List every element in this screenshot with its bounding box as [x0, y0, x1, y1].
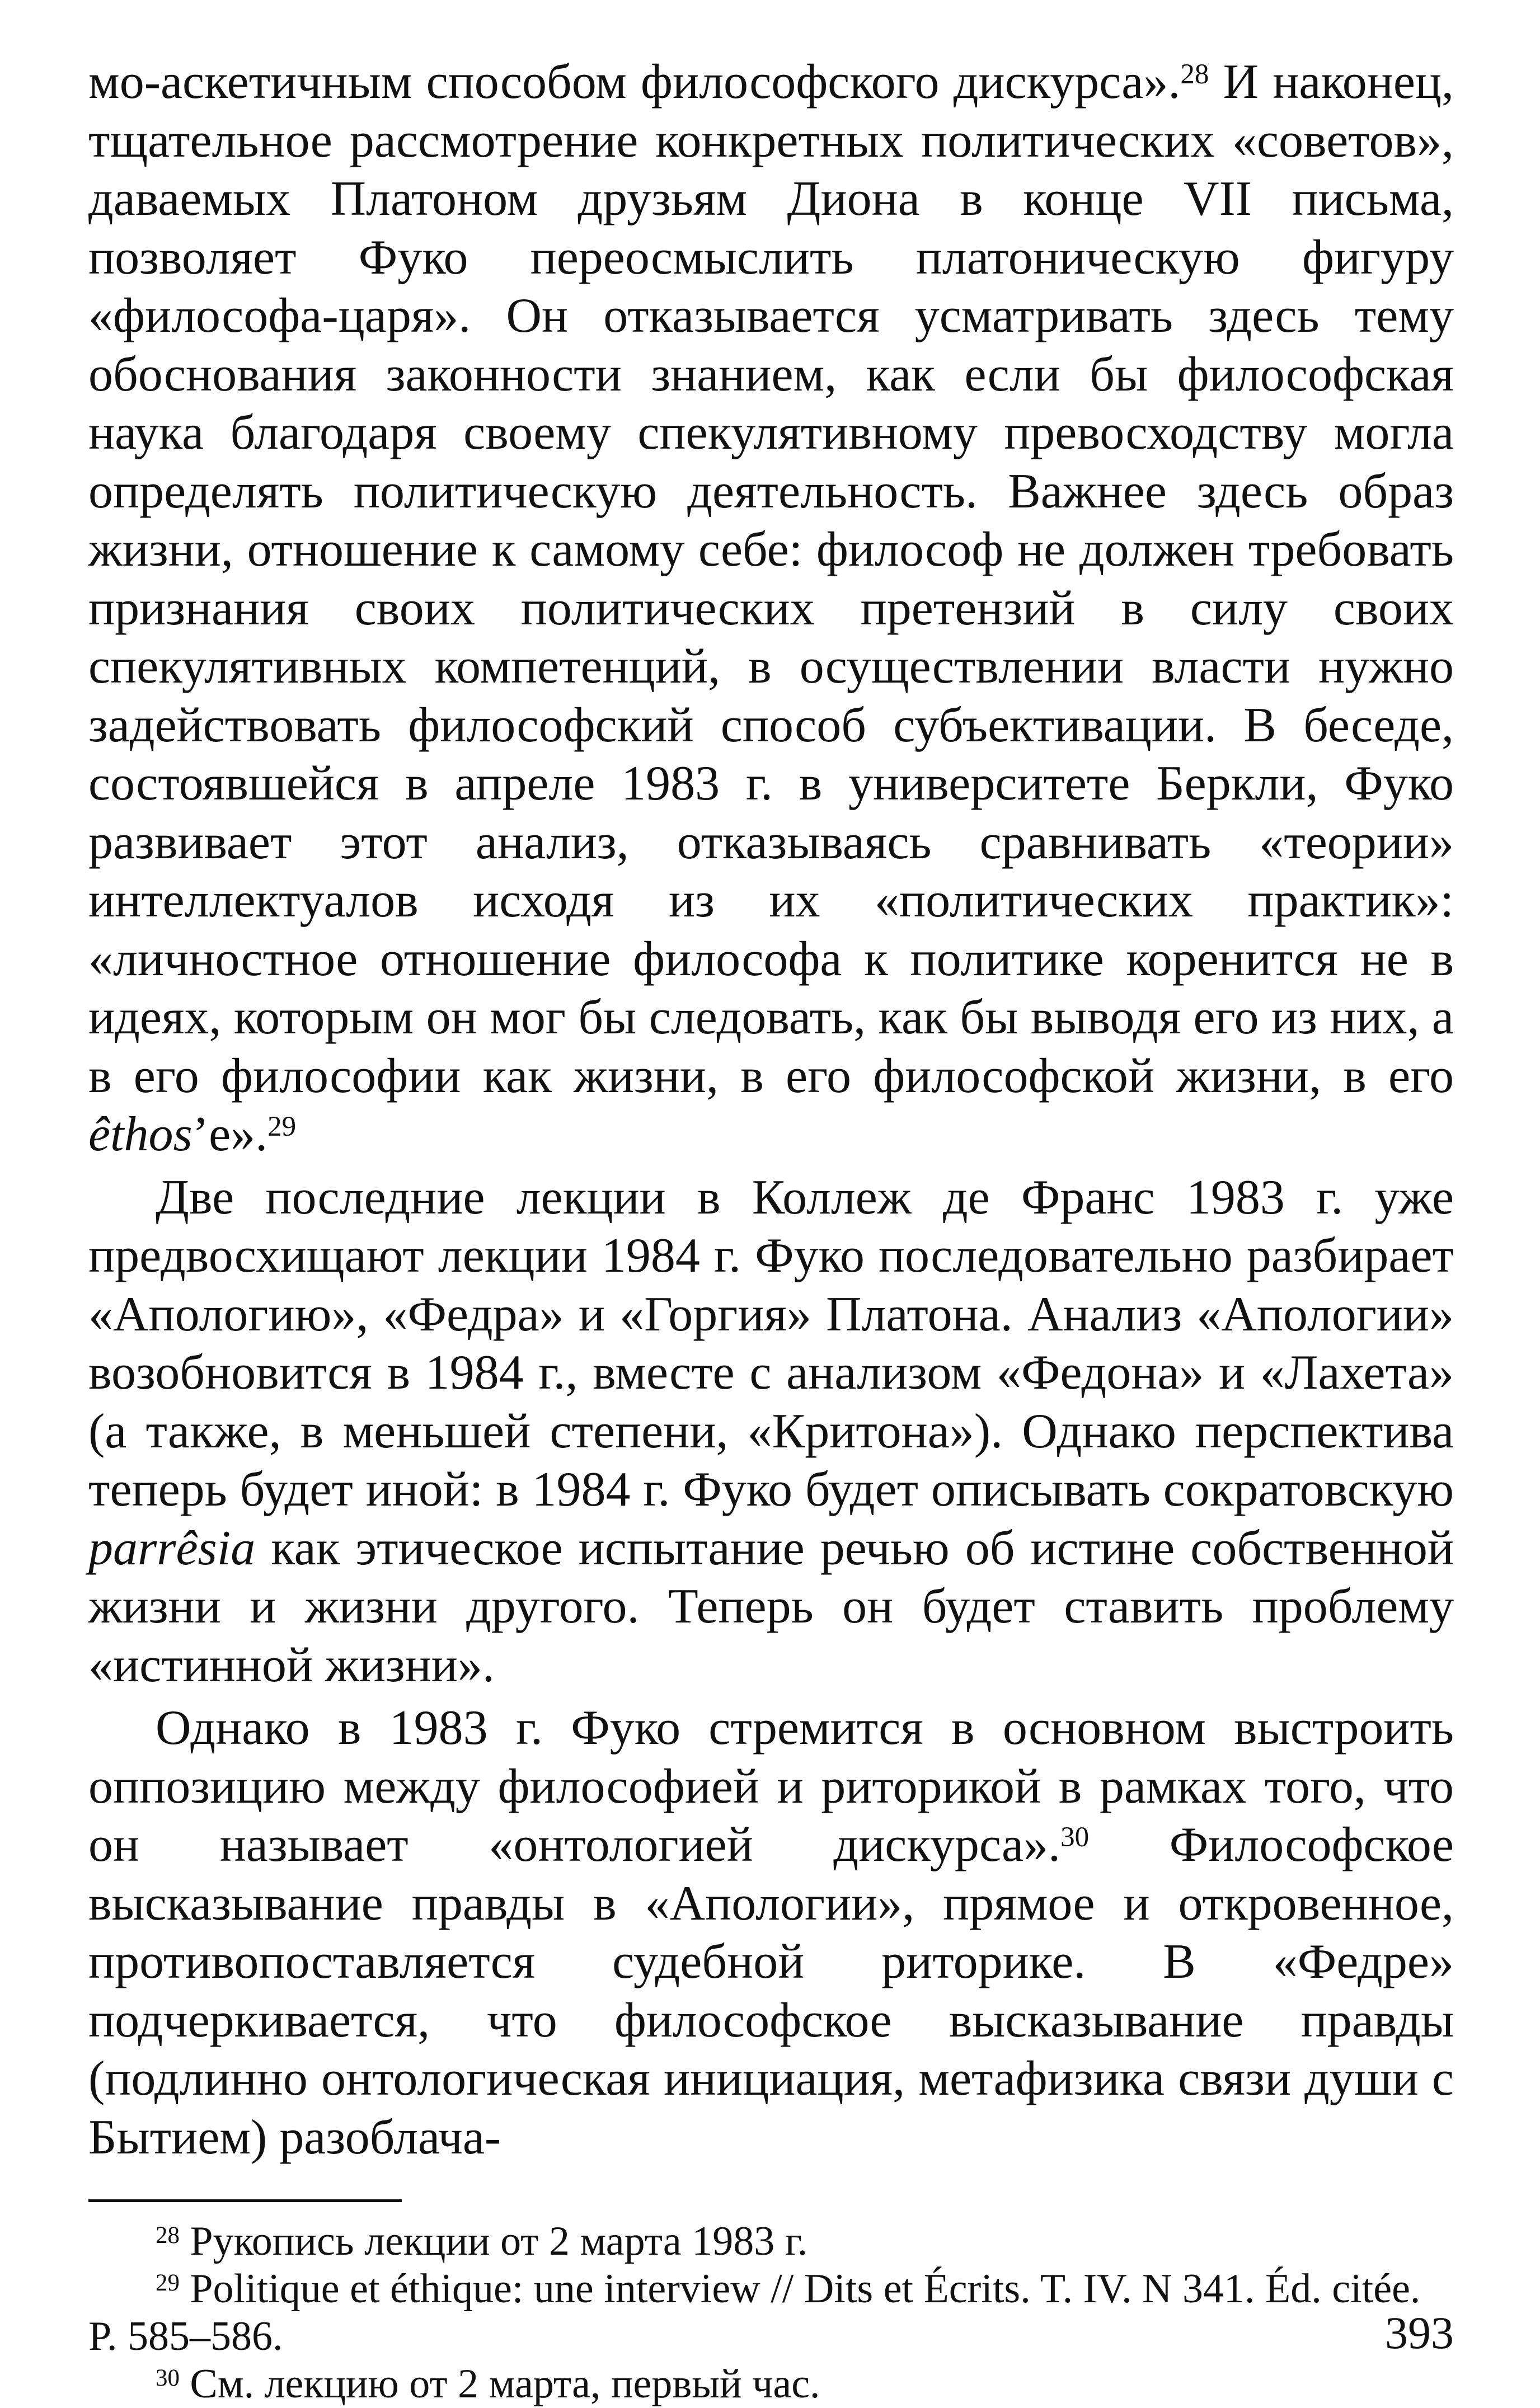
italic-term: êthos: [88, 1107, 192, 1161]
italic-term: parrêsia: [88, 1521, 256, 1575]
paragraph: [88, 1699, 1454, 2167]
paragraph: [88, 53, 1454, 1164]
text-run: Две последние лекции в Коллеж де Франс 1983 г. уже предвосхищают лекции 1984 г. Фуко последовательно разбирает «Апологию», «Федра» и «Горгия» Платона. Анализ «Апологии» возобновится в 1984 г., вместе с анализом «Федона» и «Лахета» (а также, в меньшей степени, «Критона»). Однако перспектива теперь будет иной: в 1984 г. Фуко будет описывать сократовскую: [88, 1170, 1454, 1517]
text-run: мо-аскетичным способом философского дискурса».: [88, 55, 1181, 109]
footnote-divider: [88, 2199, 402, 2202]
text-run: См. лекцию от 2 марта, первый час.: [179, 2361, 820, 2407]
paragraph: [88, 1169, 1454, 1695]
book-page: [88, 53, 1454, 2407]
footnote-ref: 28: [156, 2222, 180, 2249]
footnotes: [88, 2218, 1454, 2408]
text-run: Politique et éthique: une interview // Dits et Écrits. T. IV. N 341. Éd. citée. P. 585–586.: [88, 2266, 1421, 2359]
footnote: [88, 2218, 1454, 2265]
text-run: как этическое испытание речью об истине собственной жизни и жизни другого. Теперь он будет ставить проблему «истинной жизни».: [88, 1521, 1454, 1692]
footnote-ref: 29: [156, 2269, 180, 2296]
text-run: И наконец, тщательное рассмотрение конкретных политических «советов», даваемых Платоном друзьям Диона в конце VII письма, позволяет Фуко переосмыслить платоническую фигуру «философа-царя». Он отказывается усматривать здесь тему обоснования законности знанием, как если бы философская наука благодаря своему спекулятивному превосходству могла определять политическую деятельность. Важнее здесь образ жизни, отношение к самому себе: философ не должен требовать признания своих политических претензий в силу своих спекулятивных компетенций, в осуществлении власти нужно задействовать философский способ субъективации. В беседе, состоявшейся в апреле 1983 г. в университете Беркли, Фуко развивает этот анализ, отказываясь сравнивать «теории» интеллектуалов исходя из их «политических практик»: «личностное отношение философа к политике коренится не в идеях, которым он мог бы следовать, как бы выводя его из них, а в его философии как жизни, в его философской жизни, в его: [88, 55, 1454, 1103]
footnote: [88, 2265, 1454, 2360]
footnote-ref: 28: [1180, 59, 1209, 91]
page-number: 393: [1385, 2307, 1454, 2358]
footnote-ref: 30: [1060, 1822, 1090, 1854]
body-text: [88, 53, 1454, 2167]
text-run: ’е».: [192, 1107, 268, 1161]
footnote-ref: 30: [156, 2364, 180, 2391]
text-run: Однако в 1983 г. Фуко стремится в основном выстроить оппозицию между философией и риторикой в рамках того, что он называет «онтологией дискурса».: [88, 1701, 1454, 1872]
footnote-ref: 29: [267, 1111, 297, 1143]
footnote: [88, 2360, 1454, 2408]
text-run: Философское высказывание правды в «Апологии», прямое и откровенное, противопоставляется судебной риторике. В «Федре» подчеркивается, что философское высказывание правды (подлинно онтологическая инициация, метафизика связи души с Бытием) разоблача-: [88, 1818, 1454, 2165]
text-run: Рукопись лекции от 2 марта 1983 г.: [179, 2218, 808, 2264]
